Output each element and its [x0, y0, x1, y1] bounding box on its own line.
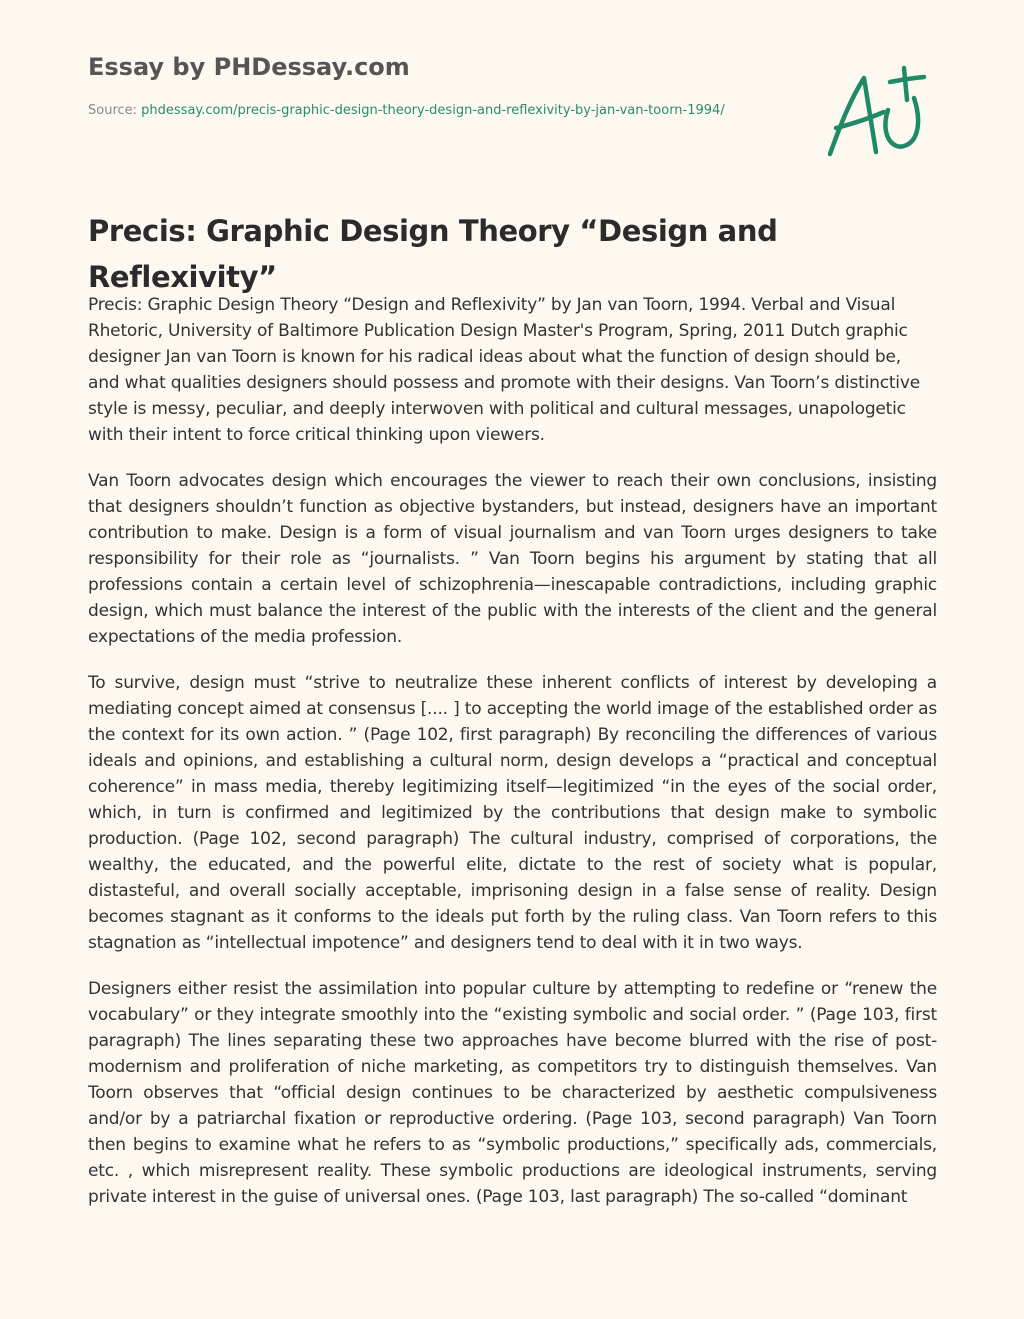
source-line [88, 100, 748, 121]
page-header [88, 50, 788, 121]
source-label: Source: [88, 103, 142, 118]
essay-body [88, 292, 937, 1319]
document-title: Precis: Graphic Design Theory “Design and Reflexivity” [88, 214, 778, 294]
paragraph-3: To survive, design must “strive to neutralize these inherent conflicts of interest by developing a mediating concept aimed at consensus [.... ] to accepting the world image of the established order as the context for its own action. ” (Page 102, first paragraph) By reconciling the differences of various ideals and opinions, and establishing a cultural norm, design develops a “practical and conceptual coherence” in mass media, thereby legitimizing itself—legitimized “in the eyes of the social order, which, in turn is confirmed and legitimized by the contributions that design make to symbolic production. (Page 102, second paragraph) The cultural industry, comprised of corporations, the wealthy, the educated, and the powerful elite, dictate to the rest of society what is popular, distasteful, and overall socially acceptable, imprisoning design in a false sense of reality. Design becomes stagnant as it conforms to the ideals put forth by the ruling class. Van Toorn refers to this stagnation as “intellectual impotence” and designers tend to deal with it in two ways. [88, 673, 937, 953]
a-plus-logo-graphic [818, 64, 930, 164]
paragraph-2: Van Toorn advocates design which encourages the viewer to reach their own conclusions, insisting that designers shouldn’t function as objective bystanders, but instead, designers have an important contribution to make. Design is a form of visual journalism and van Toorn urges designers to take responsibility for their role as “journalists. ” Van Toorn begins his argument by stating that all professions contain a certain level of schizophrenia—inescapable contradictions, including graphic design, which must balance the interest of the public with the interests of the client and the general expectations of the media profession. [88, 471, 937, 647]
paragraph-1: Precis: Graphic Design Theory “Design and Reflexivity” by Jan van Toorn, 1994. Verbal and Visual Rhetoric, University of Baltimore Publication Design Master's Program, Spring, 2011 Dutch graphic designer Jan van Toorn is known for his radical ideas about what the function of design should be, and what qualities designers should possess and promote with their designs. Van Toorn’s distinctive style is messy, peculiar, and deeply interwoven with political and cultural messages, unapologetic with their intent to force critical thinking upon viewers. [88, 295, 920, 445]
a-plus-logo-icon [818, 64, 930, 164]
paragraph-4: Designers either resist the assimilation into popular culture by attempting to redefine or “renew the vocabulary” or they integrate smoothly into the “existing symbolic and social order. ” (Page 103, first paragraph) The lines separating these two approaches have become blurred with the rise of post-modernism and proliferation of niche marketing, as competitors try to distinguish themselves. Van Toorn observes that “official design continues to be characterized by aesthetic compulsiveness and/or by a patriarchal fixation or reproductive ordering. (Page 103, second paragraph) Van Toorn then begins to examine what he refers to as “symbolic productions,” specifically ads, commercials, etc. , which misrepresent reality. These symbolic productions are ideological instruments, serving private interest in the guise of universal ones. (Page 103, last paragraph) The so-called “dominant [88, 979, 937, 1207]
site-title[interactable]: Essay by PHDessay.com [88, 53, 410, 81]
source-link[interactable]: phdessay.com/precis-graphic-design-theory-design-and-reflexivity-by-jan-van-toorn-1994/ [141, 103, 725, 118]
